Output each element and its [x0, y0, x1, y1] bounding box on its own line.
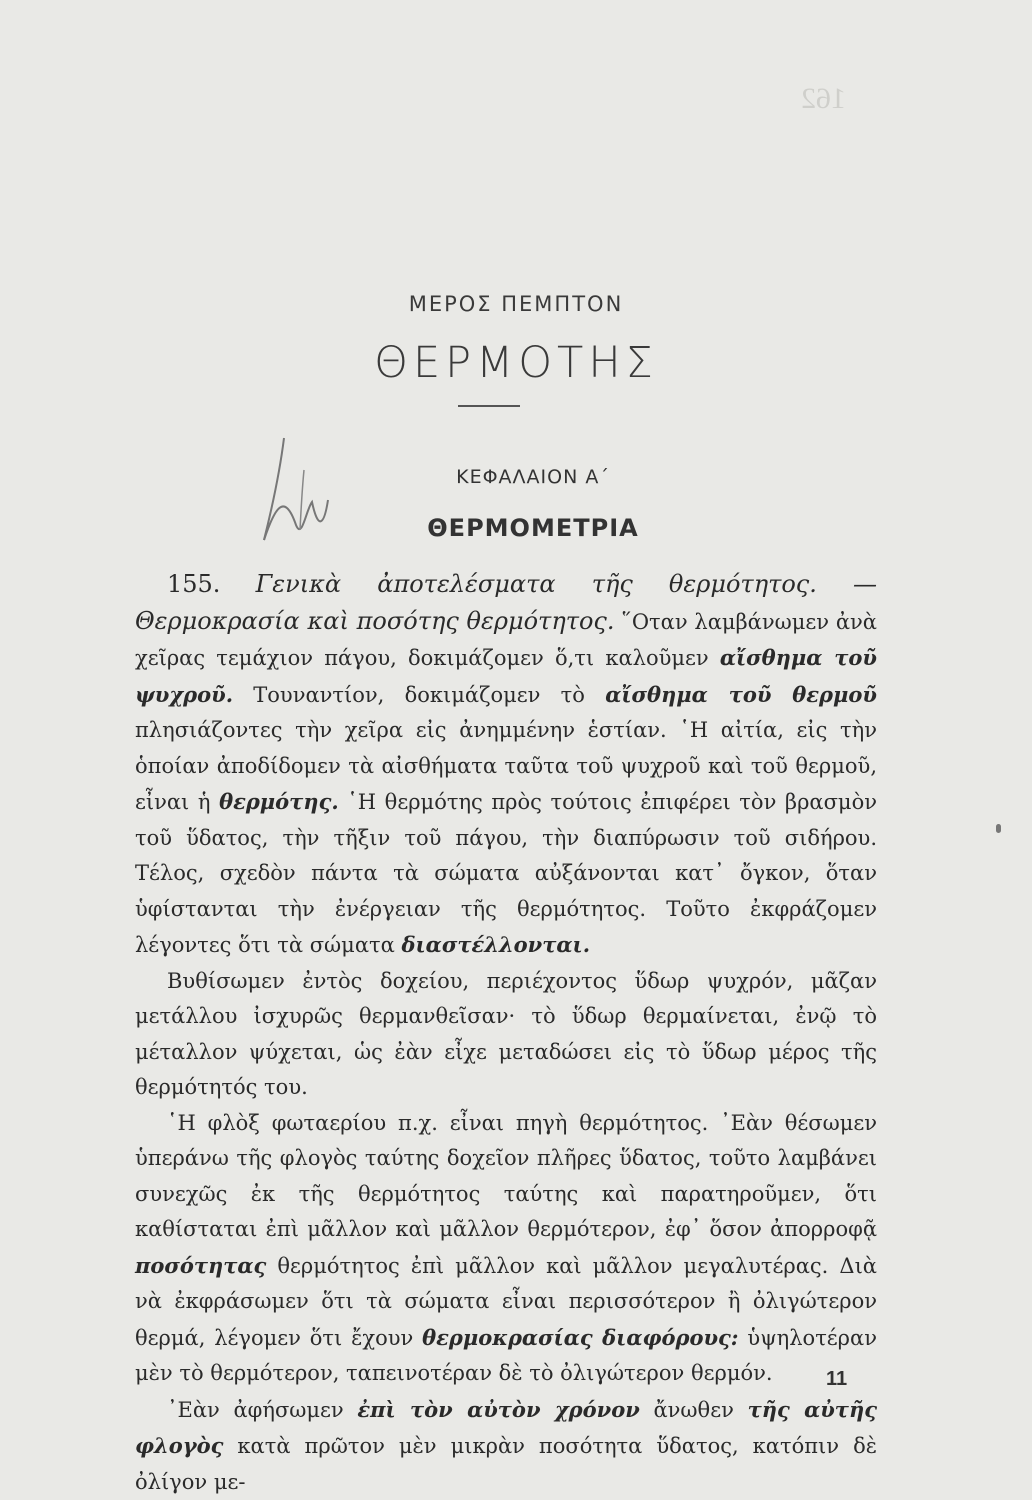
bleed-through-page-number: 162: [801, 82, 846, 115]
chapter-title: ΘΕΡΜΟΜΕΤΡΙΑ: [427, 514, 639, 542]
ink-speck: [996, 824, 1001, 833]
emphasis: θερμοκρασίας διαφόρους:: [422, 1324, 739, 1350]
text-run: πλησιάζοντες τὴν χεῖρα εἰς ἀνημμένην ἑστίαν. ῾Η αἰτία, εἰς τὴν ὁποίαν ἀποδίδομεν τὰ αἰσθήματα ταῦτα τοῦ ψυχροῦ καὶ τοῦ θερμοῦ, εἶναι ἡ: [135, 718, 877, 814]
text-run: ῾Η φλὸξ φωταερίου π.χ. εἶναι πηγὴ θερμότητος. ᾿Εὰν θέσωμεν ὑπεράνω τῆς φλογὸς ταύτης δοχεῖον πλῆρες ὕδατος, τοῦτο λαμβάνει συνεχῶς ἐκ τῆς θερμότητος ταύτης καὶ παρατηροῦμεν, ὅτι καθίσταται ἐπὶ μᾶλλον καὶ μᾶλλον θερμότερον, ἐφ᾿ ὅσον ἀπορροφᾷ: [135, 1110, 877, 1241]
emphasis: διαστέλλονται.: [401, 932, 591, 957]
paragraph: [135, 567, 877, 964]
chapter-label: ΚΕΦΑΛΑΙΟΝ Α΄: [456, 466, 610, 488]
text-run: Τουναντίον, δοκιμάζομεν τὸ: [253, 682, 585, 707]
paragraph: [135, 1106, 877, 1392]
paragraph: [135, 1392, 877, 1500]
text-run: ἄνωθεν: [653, 1397, 734, 1422]
text-run: ᾿Εὰν ἀφήσωμεν: [167, 1397, 344, 1422]
divider-rule: [458, 405, 520, 407]
page-number: 11: [826, 1368, 848, 1390]
section-number: 155.: [167, 570, 221, 598]
emphasis: θερμότης.: [219, 789, 339, 814]
emphasis: ποσότητας: [135, 1252, 267, 1278]
part-label: ΜΕΡΟΣ ΠΕΜΠΤΟΝ: [408, 292, 624, 316]
text-run: ῞Οταν λαμβάνωμεν ἀνὰ χεῖρας τεμάχιον πάγου, δοκιμάζομεν ὅ,τι καλοῦμεν: [135, 609, 877, 670]
text-run: ὑψηλοτέραν μὲν τὸ θερμότερον, ταπεινοτέραν δὲ τὸ ὀλιγώτερον θερμόν.: [135, 1325, 877, 1385]
section-title: Γενικὰ ἀποτελέσματα τῆς θερμότητος. — Θερμοκρασία καὶ ποσότης θερμότητος.: [135, 570, 877, 635]
part-title: ΘΕΡΜΟΤΗΣ: [374, 338, 658, 388]
body-text: [135, 567, 877, 1500]
text-run: ῾Η θερμότης πρὸς τούτοις ἐπιφέρει τὸν βρασμὸν τοῦ ὕδατος, τὴν τῆξιν τοῦ πάγου, τὴν διαπύρωσιν τοῦ σιδήρου. Τέλος, σχεδὸν πάντα τὰ σώματα αὐξάνονται κατ᾿ ὄγκον, ὅταν ὑφίστανται τὴν ἐνέργειαν τῆς θερμότητος. Τοῦτο ἐκφράζομεν λέγοντες ὅτι τὰ σώματα: [135, 790, 877, 957]
emphasis: ἐπὶ τὸν αὐτὸν χρόνον: [357, 1396, 640, 1422]
paragraph: Βυθίσωμεν ἐντὸς δοχείου, περιέχοντος ὕδωρ ψυχρόν, μᾶζαν μετάλλου ἰσχυρῶς θερμανθεῖσαν· τὸ ὕδωρ θερμαίνεται, ἐνῷ τὸ μέταλλον ψύχεται, ὡς ἐὰν εἶχε μεταδώσει εἰς τὸ ὕδωρ μέρος τῆς θερμότητός του.: [135, 968, 877, 1099]
text-run: κατὰ πρῶτον μὲν μικρὰν ποσότητα ὕδατος, κατόπιν δὲ ὀλίγον με-: [135, 1434, 877, 1494]
emphasis: αἴσθημα τοῦ θερμοῦ: [605, 681, 877, 707]
emphasis: αἴσθημα τοῦ ψυχροῦ.: [135, 645, 877, 707]
text-run: θερμότητος ἐπὶ μᾶλλον καὶ μᾶλλον μεγαλυτέρας. Διὰ νὰ ἐκφράσωμεν ὅτι τὰ σώματα εἶναι περισσότερον ἢ ὀλιγώτερον θερμά, λέγομεν ὅτι ἔχουν: [135, 1253, 877, 1350]
emphasis: τῆς αὐτῆς φλογὸς: [135, 1396, 877, 1458]
